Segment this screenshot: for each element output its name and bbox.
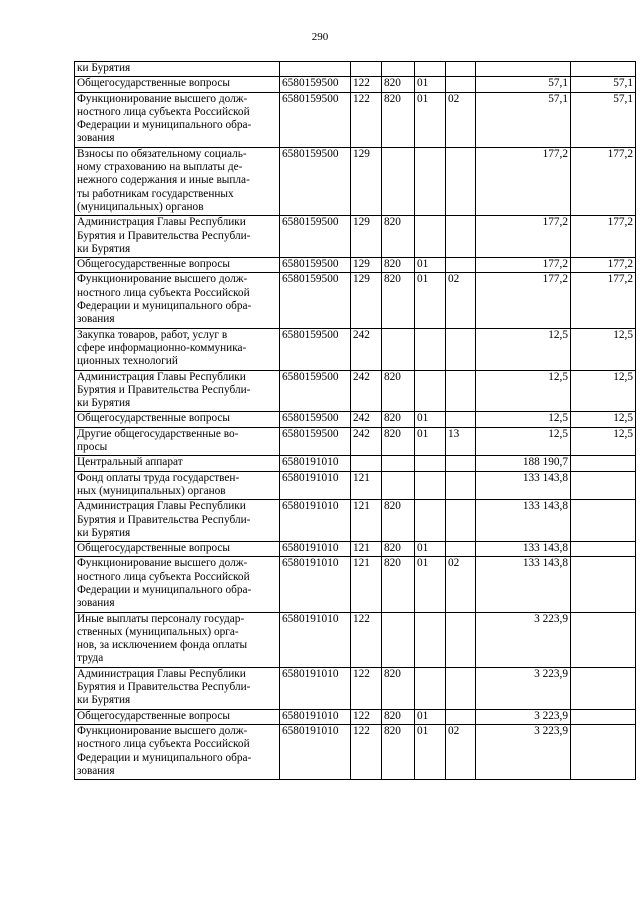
table-row bbox=[75, 412, 636, 427]
row-name-cell: Общегосударственные вопросы bbox=[75, 77, 280, 92]
amount-secondary-cell: 12,5 bbox=[571, 427, 636, 456]
subsection-cell bbox=[446, 709, 476, 724]
amount-cell: 57,1 bbox=[476, 92, 571, 147]
row-name-cell: Администрация Главы Республики Бурятия и Правительства Республи- ки Бурятия bbox=[75, 667, 280, 709]
subsection-cell bbox=[446, 370, 476, 412]
page-number: 290 bbox=[311, 31, 329, 43]
row-name-cell: Администрация Главы Республики Бурятия и Правительства Республи- ки Бурятия bbox=[75, 216, 280, 258]
amount-cell: 177,2 bbox=[476, 273, 571, 328]
target-article-cell: 6580191010 bbox=[280, 542, 351, 557]
expense-type-cell: 121 bbox=[351, 471, 382, 500]
section-cell: 01 bbox=[415, 557, 446, 612]
row-name-cell: ки Бурятия bbox=[75, 62, 280, 77]
amount-cell: 12,5 bbox=[476, 370, 571, 412]
administrator-code-cell bbox=[382, 62, 415, 77]
table-row bbox=[75, 427, 636, 456]
amount-secondary-cell bbox=[571, 667, 636, 709]
target-article-cell: 6580191010 bbox=[280, 724, 351, 779]
section-cell: 01 bbox=[415, 258, 446, 273]
table-row bbox=[75, 370, 636, 412]
amount-cell: 133 143,8 bbox=[476, 500, 571, 542]
administrator-code-cell bbox=[382, 328, 415, 370]
administrator-code-cell: 820 bbox=[382, 557, 415, 612]
table-row bbox=[75, 273, 636, 328]
budget-table-body bbox=[75, 62, 636, 780]
administrator-code-cell: 820 bbox=[382, 500, 415, 542]
expense-type-cell: 122 bbox=[351, 724, 382, 779]
amount-cell: 3 223,9 bbox=[476, 724, 571, 779]
expense-type-cell: 122 bbox=[351, 612, 382, 667]
section-cell: 01 bbox=[415, 273, 446, 328]
row-name-cell: Общегосударственные вопросы bbox=[75, 412, 280, 427]
table-row bbox=[75, 62, 636, 77]
expense-type-cell: 129 bbox=[351, 147, 382, 215]
expense-type-cell: 122 bbox=[351, 709, 382, 724]
target-article-cell: 6580191010 bbox=[280, 456, 351, 471]
administrator-code-cell bbox=[382, 147, 415, 215]
row-name-cell: Администрация Главы Республики Бурятия и Правительства Республи- ки Бурятия bbox=[75, 500, 280, 542]
subsection-cell bbox=[446, 412, 476, 427]
row-name-cell: Закупка товаров, работ, услуг в сфере информационно-коммуника- ционных технологий bbox=[75, 328, 280, 370]
subsection-cell bbox=[446, 667, 476, 709]
section-cell: 01 bbox=[415, 427, 446, 456]
section-cell bbox=[415, 500, 446, 542]
section-cell bbox=[415, 328, 446, 370]
table-row bbox=[75, 709, 636, 724]
section-cell: 01 bbox=[415, 92, 446, 147]
row-name-cell: Взносы по обязательному социаль- ному страхованию на выплаты де- нежного содержания и иные выпла- ты работникам государственных (муниципальных) органов bbox=[75, 147, 280, 215]
table-row bbox=[75, 77, 636, 92]
administrator-code-cell: 820 bbox=[382, 542, 415, 557]
target-article-cell: 6580191010 bbox=[280, 612, 351, 667]
section-cell bbox=[415, 667, 446, 709]
administrator-code-cell: 820 bbox=[382, 92, 415, 147]
subsection-cell: 02 bbox=[446, 273, 476, 328]
expense-type-cell bbox=[351, 456, 382, 471]
target-article-cell: 6580159500 bbox=[280, 216, 351, 258]
target-article-cell: 6580159500 bbox=[280, 147, 351, 215]
amount-secondary-cell bbox=[571, 724, 636, 779]
administrator-code-cell bbox=[382, 612, 415, 667]
administrator-code-cell: 820 bbox=[382, 724, 415, 779]
subsection-cell bbox=[446, 500, 476, 542]
amount-cell bbox=[476, 62, 571, 77]
amount-secondary-cell bbox=[571, 542, 636, 557]
table-row bbox=[75, 216, 636, 258]
amount-cell: 3 223,9 bbox=[476, 667, 571, 709]
expense-type-cell: 242 bbox=[351, 412, 382, 427]
amount-cell: 3 223,9 bbox=[476, 612, 571, 667]
amount-cell: 177,2 bbox=[476, 258, 571, 273]
expense-type-cell: 122 bbox=[351, 667, 382, 709]
amount-secondary-cell bbox=[571, 612, 636, 667]
subsection-cell bbox=[446, 612, 476, 667]
row-name-cell: Функционирование высшего долж- ностного лица субъекта Российской Федерации и муниципального обра- зования bbox=[75, 557, 280, 612]
expense-type-cell: 121 bbox=[351, 500, 382, 542]
section-cell bbox=[415, 612, 446, 667]
section-cell bbox=[415, 216, 446, 258]
table-row bbox=[75, 542, 636, 557]
table-row bbox=[75, 258, 636, 273]
section-cell: 01 bbox=[415, 542, 446, 557]
amount-secondary-cell: 177,2 bbox=[571, 147, 636, 215]
table-row bbox=[75, 724, 636, 779]
amount-cell: 57,1 bbox=[476, 77, 571, 92]
target-article-cell bbox=[280, 62, 351, 77]
amount-secondary-cell bbox=[571, 557, 636, 612]
administrator-code-cell: 820 bbox=[382, 258, 415, 273]
subsection-cell bbox=[446, 258, 476, 273]
amount-secondary-cell: 12,5 bbox=[571, 370, 636, 412]
administrator-code-cell: 820 bbox=[382, 412, 415, 427]
expense-type-cell: 129 bbox=[351, 258, 382, 273]
subsection-cell bbox=[446, 216, 476, 258]
amount-cell: 12,5 bbox=[476, 427, 571, 456]
amount-cell: 133 143,8 bbox=[476, 542, 571, 557]
section-cell bbox=[415, 471, 446, 500]
table-row bbox=[75, 328, 636, 370]
amount-cell: 177,2 bbox=[476, 147, 571, 215]
row-name-cell: Общегосударственные вопросы bbox=[75, 709, 280, 724]
row-name-cell: Функционирование высшего долж- ностного лица субъекта Российской Федерации и муниципального обра- зования bbox=[75, 92, 280, 147]
amount-secondary-cell: 12,5 bbox=[571, 328, 636, 370]
row-name-cell: Общегосударственные вопросы bbox=[75, 542, 280, 557]
expense-type-cell bbox=[351, 62, 382, 77]
target-article-cell: 6580191010 bbox=[280, 709, 351, 724]
section-cell bbox=[415, 62, 446, 77]
subsection-cell bbox=[446, 328, 476, 370]
subsection-cell: 02 bbox=[446, 557, 476, 612]
section-cell bbox=[415, 370, 446, 412]
target-article-cell: 6580159500 bbox=[280, 77, 351, 92]
amount-cell: 133 143,8 bbox=[476, 471, 571, 500]
expense-type-cell: 242 bbox=[351, 427, 382, 456]
subsection-cell bbox=[446, 542, 476, 557]
administrator-code-cell: 820 bbox=[382, 216, 415, 258]
administrator-code-cell: 820 bbox=[382, 370, 415, 412]
subsection-cell bbox=[446, 147, 476, 215]
target-article-cell: 6580191010 bbox=[280, 557, 351, 612]
row-name-cell: Общегосударственные вопросы bbox=[75, 258, 280, 273]
expense-type-cell: 129 bbox=[351, 216, 382, 258]
amount-secondary-cell bbox=[571, 500, 636, 542]
subsection-cell: 02 bbox=[446, 92, 476, 147]
expense-type-cell: 122 bbox=[351, 92, 382, 147]
administrator-code-cell: 820 bbox=[382, 709, 415, 724]
amount-secondary-cell: 177,2 bbox=[571, 273, 636, 328]
subsection-cell: 13 bbox=[446, 427, 476, 456]
row-name-cell: Функционирование высшего долж- ностного лица субъекта Российской Федерации и муниципального обра- зования bbox=[75, 724, 280, 779]
table-row bbox=[75, 557, 636, 612]
administrator-code-cell: 820 bbox=[382, 427, 415, 456]
amount-secondary-cell: 57,1 bbox=[571, 92, 636, 147]
expense-type-cell: 121 bbox=[351, 557, 382, 612]
amount-secondary-cell: 12,5 bbox=[571, 412, 636, 427]
target-article-cell: 6580159500 bbox=[280, 370, 351, 412]
expense-type-cell: 121 bbox=[351, 542, 382, 557]
target-article-cell: 6580191010 bbox=[280, 500, 351, 542]
row-name-cell: Иные выплаты персоналу государ- ственных (муниципальных) орга- нов, за исключением фонда оплаты труда bbox=[75, 612, 280, 667]
administrator-code-cell: 820 bbox=[382, 77, 415, 92]
table-row bbox=[75, 92, 636, 147]
row-name-cell: Другие общегосударственные во- просы bbox=[75, 427, 280, 456]
subsection-cell: 02 bbox=[446, 724, 476, 779]
row-name-cell: Центральный аппарат bbox=[75, 456, 280, 471]
row-name-cell: Фонд оплаты труда государствен- ных (муниципальных) органов bbox=[75, 471, 280, 500]
target-article-cell: 6580159500 bbox=[280, 273, 351, 328]
section-cell bbox=[415, 456, 446, 471]
expense-type-cell: 122 bbox=[351, 77, 382, 92]
administrator-code-cell bbox=[382, 471, 415, 500]
target-article-cell: 6580159500 bbox=[280, 92, 351, 147]
table-row bbox=[75, 612, 636, 667]
subsection-cell bbox=[446, 62, 476, 77]
table-row bbox=[75, 456, 636, 471]
amount-secondary-cell bbox=[571, 456, 636, 471]
amount-cell: 133 143,8 bbox=[476, 557, 571, 612]
section-cell: 01 bbox=[415, 77, 446, 92]
administrator-code-cell bbox=[382, 456, 415, 471]
amount-cell: 12,5 bbox=[476, 412, 571, 427]
table-row bbox=[75, 147, 636, 215]
expense-type-cell: 129 bbox=[351, 273, 382, 328]
amount-cell: 12,5 bbox=[476, 328, 571, 370]
section-cell: 01 bbox=[415, 709, 446, 724]
subsection-cell bbox=[446, 471, 476, 500]
target-article-cell: 6580159500 bbox=[280, 427, 351, 456]
expense-type-cell: 242 bbox=[351, 328, 382, 370]
section-cell: 01 bbox=[415, 724, 446, 779]
target-article-cell: 6580191010 bbox=[280, 471, 351, 500]
amount-secondary-cell: 177,2 bbox=[571, 216, 636, 258]
amount-secondary-cell bbox=[571, 709, 636, 724]
amount-secondary-cell: 57,1 bbox=[571, 77, 636, 92]
target-article-cell: 6580159500 bbox=[280, 412, 351, 427]
row-name-cell: Функционирование высшего долж- ностного лица субъекта Российской Федерации и муниципального обра- зования bbox=[75, 273, 280, 328]
amount-secondary-cell bbox=[571, 471, 636, 500]
target-article-cell: 6580159500 bbox=[280, 328, 351, 370]
amount-secondary-cell: 177,2 bbox=[571, 258, 636, 273]
amount-cell: 177,2 bbox=[476, 216, 571, 258]
target-article-cell: 6580159500 bbox=[280, 258, 351, 273]
administrator-code-cell: 820 bbox=[382, 667, 415, 709]
amount-secondary-cell bbox=[571, 62, 636, 77]
subsection-cell bbox=[446, 456, 476, 471]
amount-cell: 188 190,7 bbox=[476, 456, 571, 471]
table-row bbox=[75, 667, 636, 709]
target-article-cell: 6580191010 bbox=[280, 667, 351, 709]
administrator-code-cell: 820 bbox=[382, 273, 415, 328]
section-cell: 01 bbox=[415, 412, 446, 427]
budget-table bbox=[74, 61, 636, 780]
amount-cell: 3 223,9 bbox=[476, 709, 571, 724]
subsection-cell bbox=[446, 77, 476, 92]
expense-type-cell: 242 bbox=[351, 370, 382, 412]
row-name-cell: Администрация Главы Республики Бурятия и Правительства Республи- ки Бурятия bbox=[75, 370, 280, 412]
table-row bbox=[75, 471, 636, 500]
table-row bbox=[75, 500, 636, 542]
section-cell bbox=[415, 147, 446, 215]
